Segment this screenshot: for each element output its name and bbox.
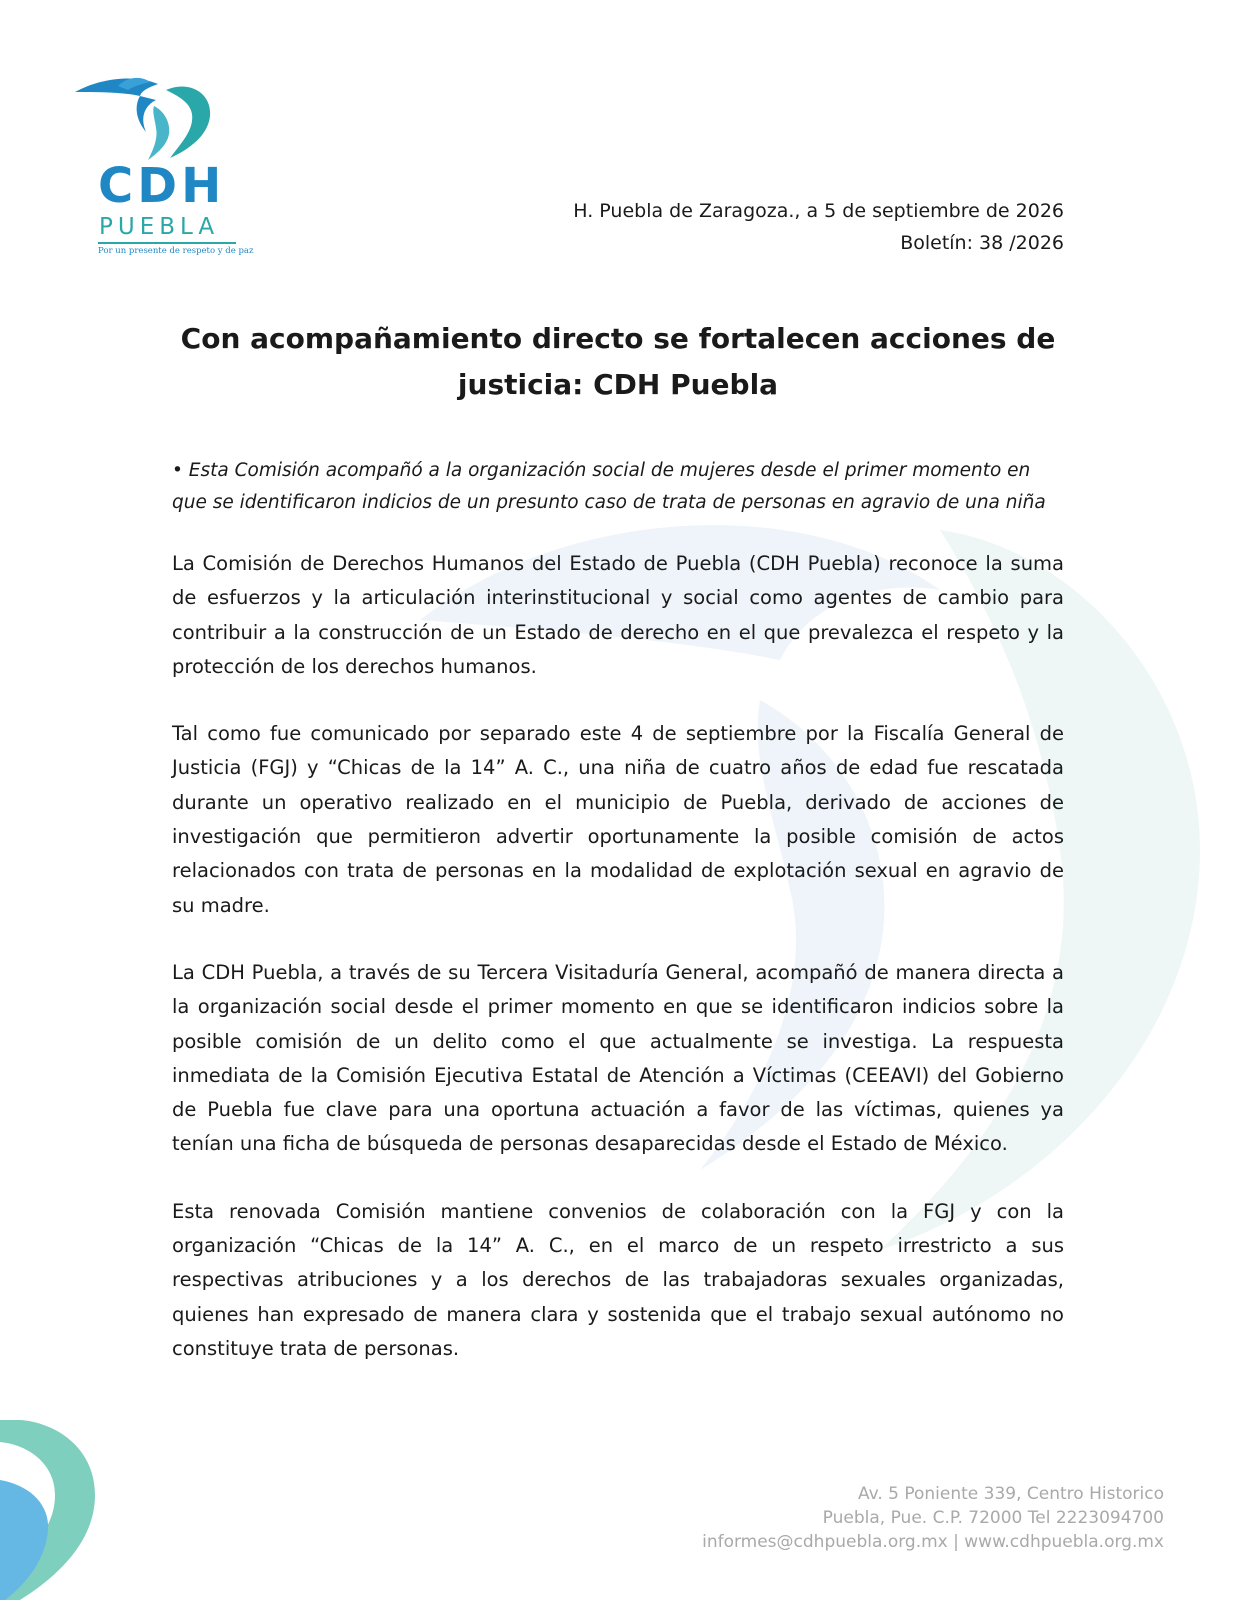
paragraph-4: Esta renovada Comisión mantiene convenios de colaboración con la FGJ y con la organización “Chicas de la 14” A. C., en el marco de un respeto irrestricto a sus respectivas atribuciones y a los derechos de las trabajadoras sexuales organizadas, quienes han expresado de manera clara y sostenida que el trabajo sexual autónomo no constituye trata de personas.	[172, 1199, 1064, 1360]
bulletin-number: Boletín: 38 /2026	[900, 232, 1064, 254]
logo-cdh-text: CDH	[98, 158, 226, 214]
summary-bullet: • Esta Comisión acompañó a la organización social de mujeres desde el primer momento en que se identificaron indicios de un presunto caso de trata de personas en agravio de una niña	[172, 460, 1046, 513]
paragraph-3: La CDH Puebla, a través de su Tercera Visitaduría General, acompañó de manera directa a la organización social desde el primer momento en que se identificaron indicios sobre la posible comisión de un delito como el que actualmente se investiga. La respuesta inmediata de la Comisión Ejecutiva Estatal de Atención a Víctimas (CEEAVI) del Gobierno de Puebla fue clave para una oportuna actuación a favor de las víctimas, quienes ya tenían una ficha de búsqueda de personas desaparecidas desde el Estado de México.	[172, 960, 1064, 1156]
place-date: H. Puebla de Zaragoza., a 5 de septiembre de 2026	[573, 200, 1064, 222]
footer-contact-line: informes@cdhpuebla.org.mx | www.cdhpuebla.org.mx	[702, 1532, 1164, 1552]
document-header-meta	[573, 195, 1064, 259]
document-footer	[702, 1482, 1164, 1554]
document-title: Con acompañamiento directo se fortalecen acciones de justicia: CDH Puebla	[180, 322, 1056, 401]
logo-puebla-text: PUEBLA	[99, 214, 220, 240]
footer-address-line-2: Puebla, Pue. C.P. 72000 Tel 2223094700	[822, 1508, 1164, 1528]
logo-tagline: Por un presente de respeto y de paz	[98, 246, 254, 256]
footer-address-line-1: Av. 5 Poniente 339, Centro Historico	[857, 1484, 1164, 1504]
corner-emblem-icon	[0, 1420, 110, 1600]
logo-divider	[98, 242, 236, 244]
document-body	[172, 455, 1064, 1399]
dove-heart-icon	[70, 70, 250, 165]
paragraph-2: Tal como fue comunicado por separado este 4 de septiembre por la Fiscalía General de Justicia (FGJ) y “Chicas de la 14” A. C., una niña de cuatro años de edad fue rescatada durante un operativo realizado en el municipio de Puebla, derivado de acciones de investigación que permitieron advertir oportunamente la posible comisión de actos relacionados con trata de personas en la modalidad de explotación sexual en agravio de su madre.	[172, 722, 1064, 917]
cdh-puebla-logo	[70, 70, 254, 265]
paragraph-1: La Comisión de Derechos Humanos del Estado de Puebla (CDH Puebla) reconoce la suma de esfuerzos y la articulación interinstitucional y social como agentes de cambio para contribuir a la construcción de un Estado de derecho en el que prevalezca el respeto y la protección de los derechos humanos.	[172, 552, 1064, 678]
